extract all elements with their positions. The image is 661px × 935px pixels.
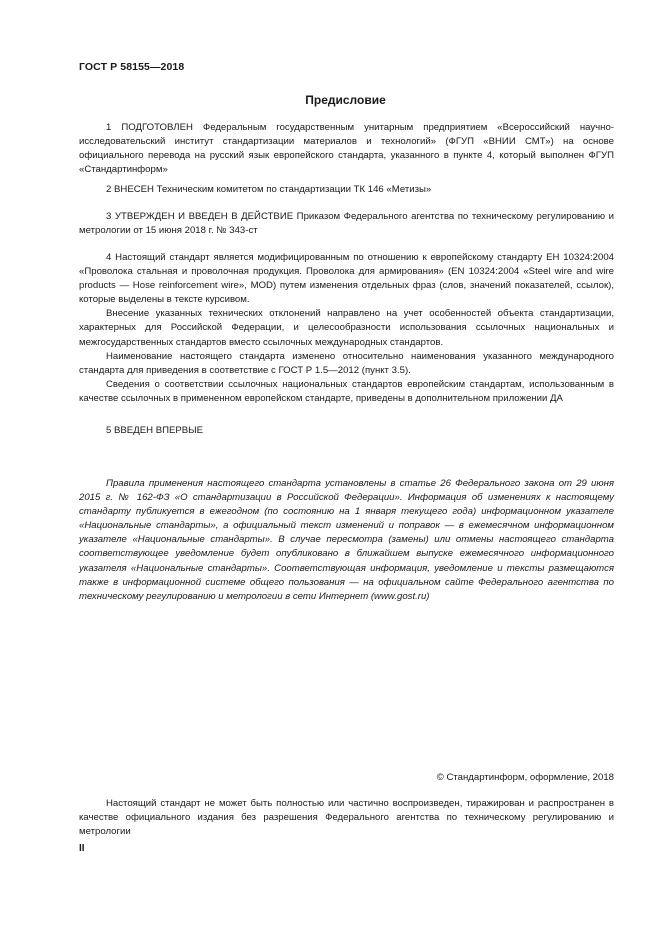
standards-usage-notice — [79, 477, 614, 604]
section-5 — [79, 424, 614, 438]
section-2 — [79, 183, 614, 197]
section-1 — [79, 121, 614, 177]
section-3-paragraph: 3 УТВЕРЖДЕН И ВВЕДЕН В ДЕЙСТВИЕ Приказом Федерального агентства по техническому регулированию и метрологии от 15 июня 2018 г. № 343-ст — [79, 211, 614, 237]
section-4-paragraph-1: 4 Настоящий стандарт является модифицированным по отношению к европейскому стандарту ЕН 10324:2004 «Проволока стальная и проволочная продукция. Проволока для армирования» (EN 10324:2004 «Steel wire and wire products — Hose reinforcement wire», MOD) путем изменения отдельных фраз (слов, значений показателей, ссылок), которые выделены в тексте курсивом. — [79, 252, 614, 306]
section-4-paragraph-3: Наименование настоящего стандарта изменено относительно наименования указанного международного стандарта для приведения в соответствие с ГОСТ Р 1.5—2012 (пункт 3.5). — [79, 350, 614, 376]
section-5-paragraph: 5 ВВЕДЕН ВПЕРВЫЕ — [106, 425, 204, 436]
page-title: Предисловие — [305, 93, 386, 107]
reproduction-notice — [79, 797, 614, 839]
standard-id-header: ГОСТ Р 58155—2018 — [79, 61, 185, 73]
notice-paragraph: Правила применения настоящего стандарта установлены в статье 26 Федерального закона от 29 июня 2015 г. № 162-ФЗ «О стандартизации в Российской Федерации». Информация об изменениях к настоящему стандарту публикуется в ежегодном (по состоянию на 1 января текущего года) информационном указателе «Национальные стандарты», а официальный текст изменений и поправок — в ежемесячном информационном указателе «Национальные стандарты». В случае пересмотра (замены) или отмены настоящего стандарта соответствующее уведомление будет опубликовано в ближайшем выпуске ежемесячного информационного указателя «Национальные стандарты». Соответствующая информация, уведомление и тексты размещаются также в информационной системе общего пользования — на официальном сайте Федерального агентства по техническому регулированию и метрологии в сети Интернет (www.gost.ru) — [79, 478, 614, 602]
section-1-paragraph: 1 ПОДГОТОВЛЕН Федеральным государственным унитарным предприятием «Всероссийский научно-исследовательский институт стандартизации материалов и технологий» (ФГУП «ВНИИ СМТ») на основе официального перевода на русский язык европейского стандарта, указанного в пункте 4, который выполнен ФГУП «Стандартинформ» — [79, 122, 614, 176]
section-2-paragraph: 2 ВНЕСЕН Техническим комитетом по стандартизации ТК 146 «Метизы» — [106, 184, 432, 195]
page-number: II — [79, 843, 85, 854]
section-3 — [79, 210, 614, 238]
reproduction-notice-paragraph: Настоящий стандарт не может быть полностью или частично воспроизведен, тиражирован и распространен в качестве официального издания без разрешения Федерального агентства по техническому регулированию и метрологии — [79, 798, 614, 838]
section-4-paragraph-2: Внесение указанных технических отклонений направлено на учет особенностей объекта стандартизации, характерных для Российской Федерации, и целесообразности использования ссылочных национальных и межгосударственных стандартов вместо ссылочных международных стандартов. — [79, 308, 614, 348]
section-4 — [79, 251, 614, 406]
copyright-line: © Стандартинформ, оформление, 2018 — [436, 772, 614, 783]
section-4-paragraph-4: Сведения о соответствии ссылочных национальных стандартов европейским стандартам, использованным в качестве ссылочных в примененном европейском стандарте, приведены в дополнительном приложении ДА — [79, 378, 614, 404]
